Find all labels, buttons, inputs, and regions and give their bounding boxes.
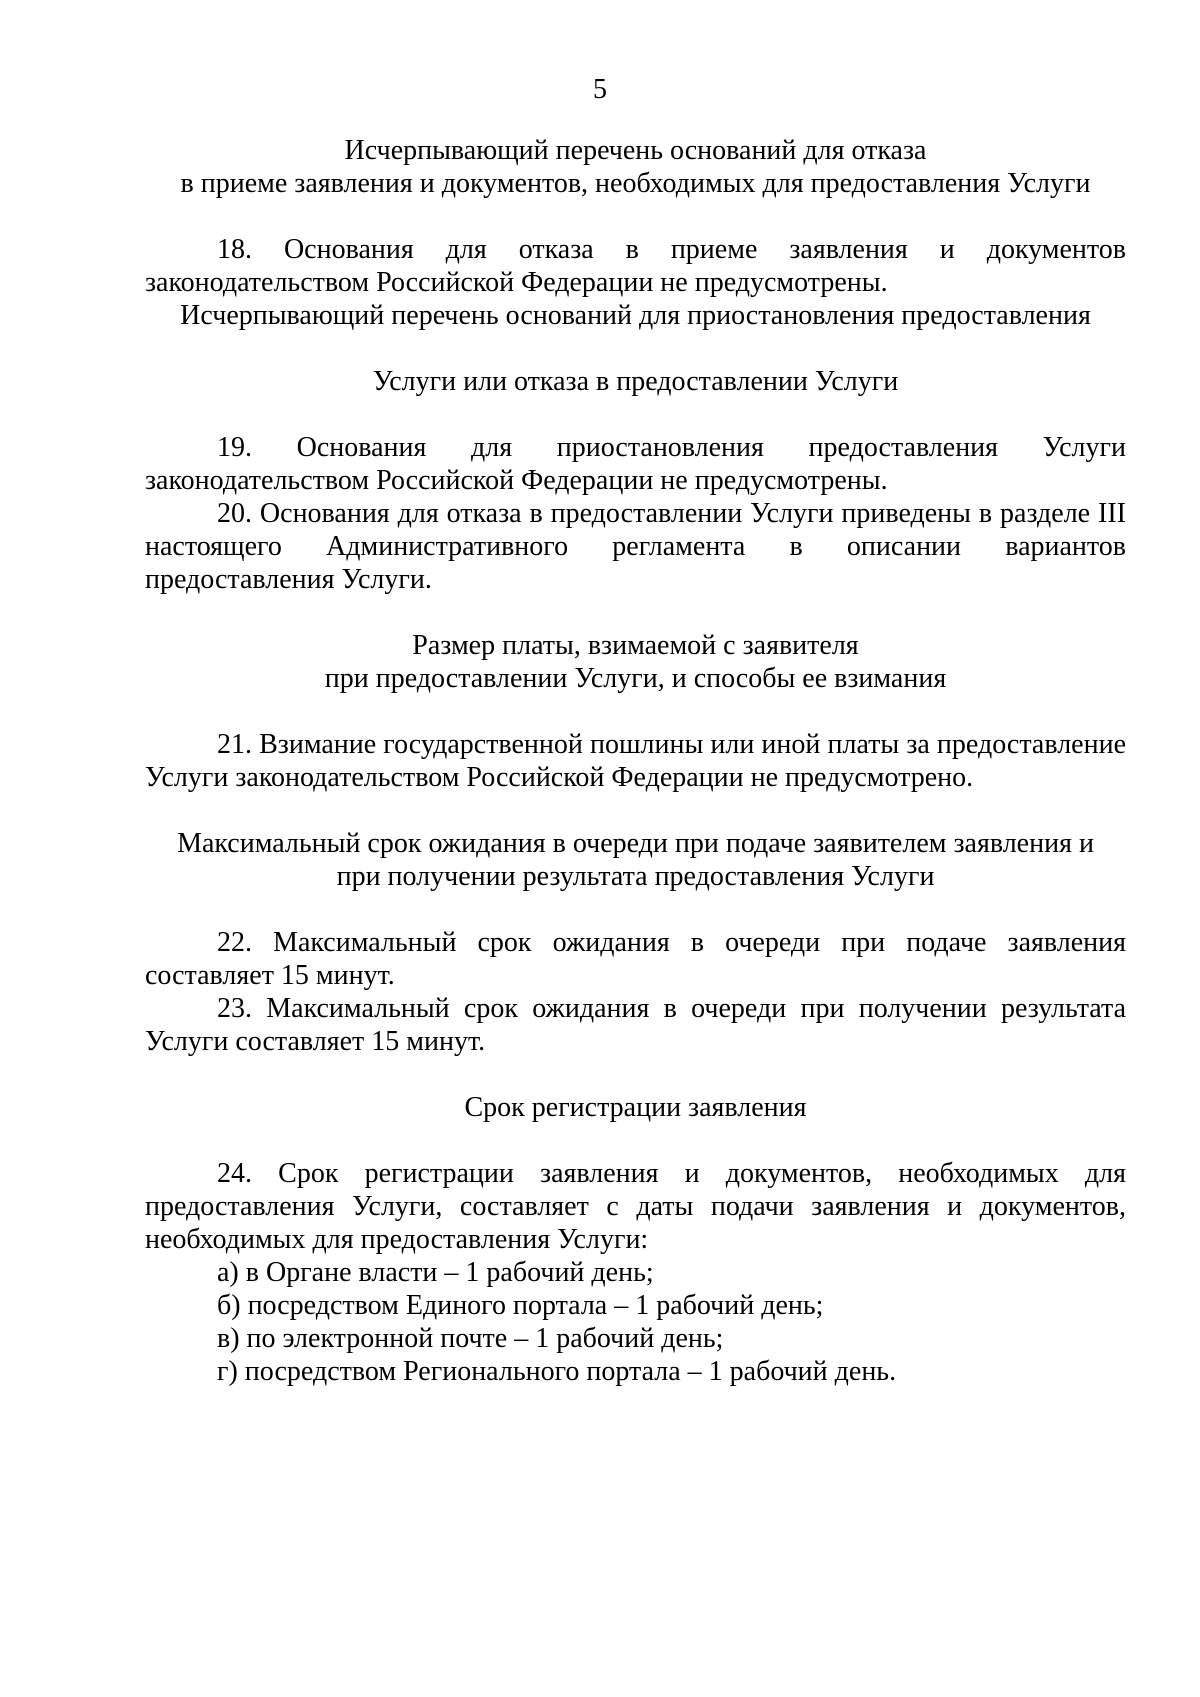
- spacer: [145, 596, 1126, 629]
- section-heading-suspension: [145, 299, 1126, 398]
- spacer: [145, 794, 1126, 827]
- heading-line: Срок регистрации заявления: [464, 1092, 807, 1123]
- section-heading-queue-time: [145, 827, 1126, 893]
- document-body: [145, 134, 1126, 1388]
- section-heading-registration: [145, 1091, 1126, 1124]
- paragraph-23: 23. Максимальный срок ожидания в очереди при получении результата Услуги составляет 15 минут.: [145, 993, 1126, 1057]
- heading-line: Размер платы, взимаемой с заявителя: [412, 630, 859, 661]
- section-heading-fee: [145, 629, 1126, 695]
- spacer: [145, 398, 1126, 431]
- list-item: в) по электронной почте – 1 рабочий день;: [217, 1323, 724, 1354]
- spacer: [145, 200, 1126, 233]
- heading-line: при получении результата предоставления Услуги: [336, 861, 935, 892]
- heading-line: в приеме заявления и документов, необходимых для предоставления Услуги: [180, 168, 1091, 199]
- paragraph-21: 21. Взимание государственной пошлины или иной платы за предоставление Услуги законодательством Российской Федерации не предусмотрено.: [145, 729, 1126, 793]
- heading-line: Исчерпывающий перечень оснований для приостановления предоставления: [180, 300, 1091, 331]
- paragraph-24: 24. Срок регистрации заявления и документов, необходимых для предоставления Услуги, составляет с даты подачи заявления и документов, необходимых для предоставления Услуги:: [145, 1158, 1126, 1255]
- spacer: [145, 893, 1126, 926]
- paragraph-22: 22. Максимальный срок ожидания в очереди при подаче заявления составляет 15 минут.: [145, 927, 1126, 991]
- paragraph-20: 20. Основания для отказа в предоставлении Услуги приведены в разделе III настоящего Административного регламента в описании вариантов предоставления Услуги.: [145, 498, 1126, 595]
- section-heading-refusal-acceptance: [145, 134, 1126, 200]
- heading-line: Услуги или отказа в предоставлении Услуги: [372, 366, 899, 397]
- list-item: б) посредством Единого портала – 1 рабочий день;: [217, 1290, 824, 1321]
- paragraph-19: 19. Основания для приостановления предоставления Услуги законодательством Российской Федерации не предусмотрены.: [145, 432, 1126, 496]
- list-item: г) посредством Регионального портала – 1 рабочий день.: [217, 1356, 897, 1387]
- spacer: [145, 695, 1126, 728]
- heading-line: при предоставлении Услуги, и способы ее взимания: [324, 663, 947, 694]
- heading-line: Максимальный срок ожидания в очереди при подаче заявителем заявления и: [177, 828, 1094, 859]
- spacer: [145, 332, 1126, 365]
- page-number: 5: [593, 74, 607, 105]
- spacer: [145, 1124, 1126, 1157]
- heading-line: Исчерпывающий перечень оснований для отказа: [344, 135, 927, 166]
- spacer: [145, 1058, 1126, 1091]
- list-item: а) в Органе власти – 1 рабочий день;: [217, 1257, 654, 1288]
- paragraph-18: 18. Основания для отказа в приеме заявления и документов законодательством Российской Федерации не предусмотрены.: [145, 234, 1126, 298]
